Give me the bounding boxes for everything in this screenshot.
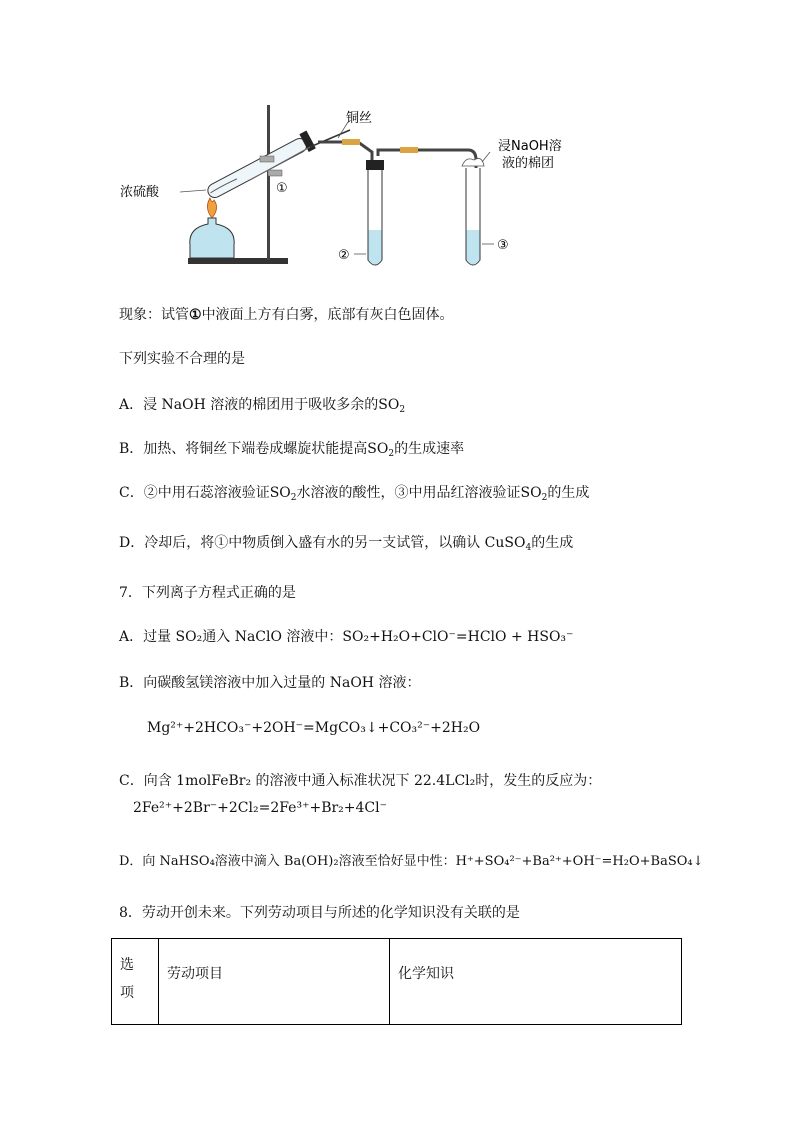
q7-option-c-stem: C．向含 1molFeBr₂ 的溶液中通入标准状况下 22.4LCl₂时，发生的反应为： [119,773,602,789]
stand-base [188,258,288,264]
connecting-tube [378,150,476,250]
q6-option-b: B．加热、将铜丝下端卷成螺旋状能提高$SO_2$的生成速率 [119,441,465,459]
q6-option-c: C．②中用石蕊溶液验证$SO_2$水溶液的酸性，③中用品红溶液验证$SO_2$的生成 [119,485,590,503]
table-row [112,939,682,1025]
cotton-ball [462,158,484,166]
alcohol-lamp [190,218,234,258]
label-copper-wire: 铜丝 [346,111,373,126]
phenomenon-suffix: 中液面上方有白雾，底部有灰白色固体。 [201,307,454,323]
q6-option-a: A．浸 NaOH 溶液的棉团用于吸收多余的$SO_2$ [119,397,406,415]
q6-stem: 下列实验不合理的是 [119,351,245,367]
q7-option-b-equation: Mg²⁺+2HCO₃⁻+2OH⁻=MgCO₃↓+CO₃²⁻+2H₂O [147,720,481,736]
label-naoh-cotton: 浸NaOH溶 [498,139,562,154]
q6-option-d: D．冷却后，将①中物质倒入盛有水的另一支试管，以确认 CuSO$_4$的生成 [119,535,574,553]
phenomenon-prefix: 现象：试管 [119,307,189,323]
label-conc-acid: 浓硫酸 [120,185,160,200]
table-header-labor: 劳动项目 [159,939,390,1025]
test-tube-1 [204,131,316,203]
stand-rod [267,105,270,260]
table-header-chem: 化学知识 [390,939,682,1025]
phenomenon-circled: ① [189,307,202,323]
phenomenon-line [119,304,454,324]
clamp [260,156,274,162]
label-naoh-cotton-2: 液的棉团 [502,156,555,171]
q8-stem: 8．劳动开创未来。下列劳动项目与所述的化学知识没有关联的是 [119,905,520,921]
tube-3-liquid [467,230,480,265]
apparatus-diagram [110,100,590,280]
delivery-tube [318,142,372,250]
tube-2-liquid [369,230,382,265]
label-tube-3: ③ [497,238,509,253]
test-tube-2-stopper [366,160,384,170]
q8-table [111,938,682,1025]
q7-stem: 7．下列离子方程式正确的是 [119,585,296,601]
label-tube-2: ② [338,248,350,263]
q7-option-d: D．向 NaHSO₄溶液中滴入 Ba(OH)₂溶液至恰好显中性：H⁺+SO₄²⁻+Ba²⁺+OH⁻=H₂O+BaSO₄↓ [119,854,704,869]
q7-option-b-stem: B．向碳酸氢镁溶液中加入过量的 NaOH 溶液： [119,675,421,691]
label-tube-1: ① [276,181,288,196]
table-header-option: 选 项 [112,939,159,1025]
q7-option-c-equation: 2Fe²⁺+2Br⁻+2Cl₂=2Fe³⁺+Br₂+4Cl⁻ [133,800,388,816]
lamp-flame [207,198,216,218]
q7-option-a: A．过量 SO₂通入 NaClO 溶液中：SO₂+H₂O+ClO⁻=HClO + HSO₃⁻ [119,629,574,645]
